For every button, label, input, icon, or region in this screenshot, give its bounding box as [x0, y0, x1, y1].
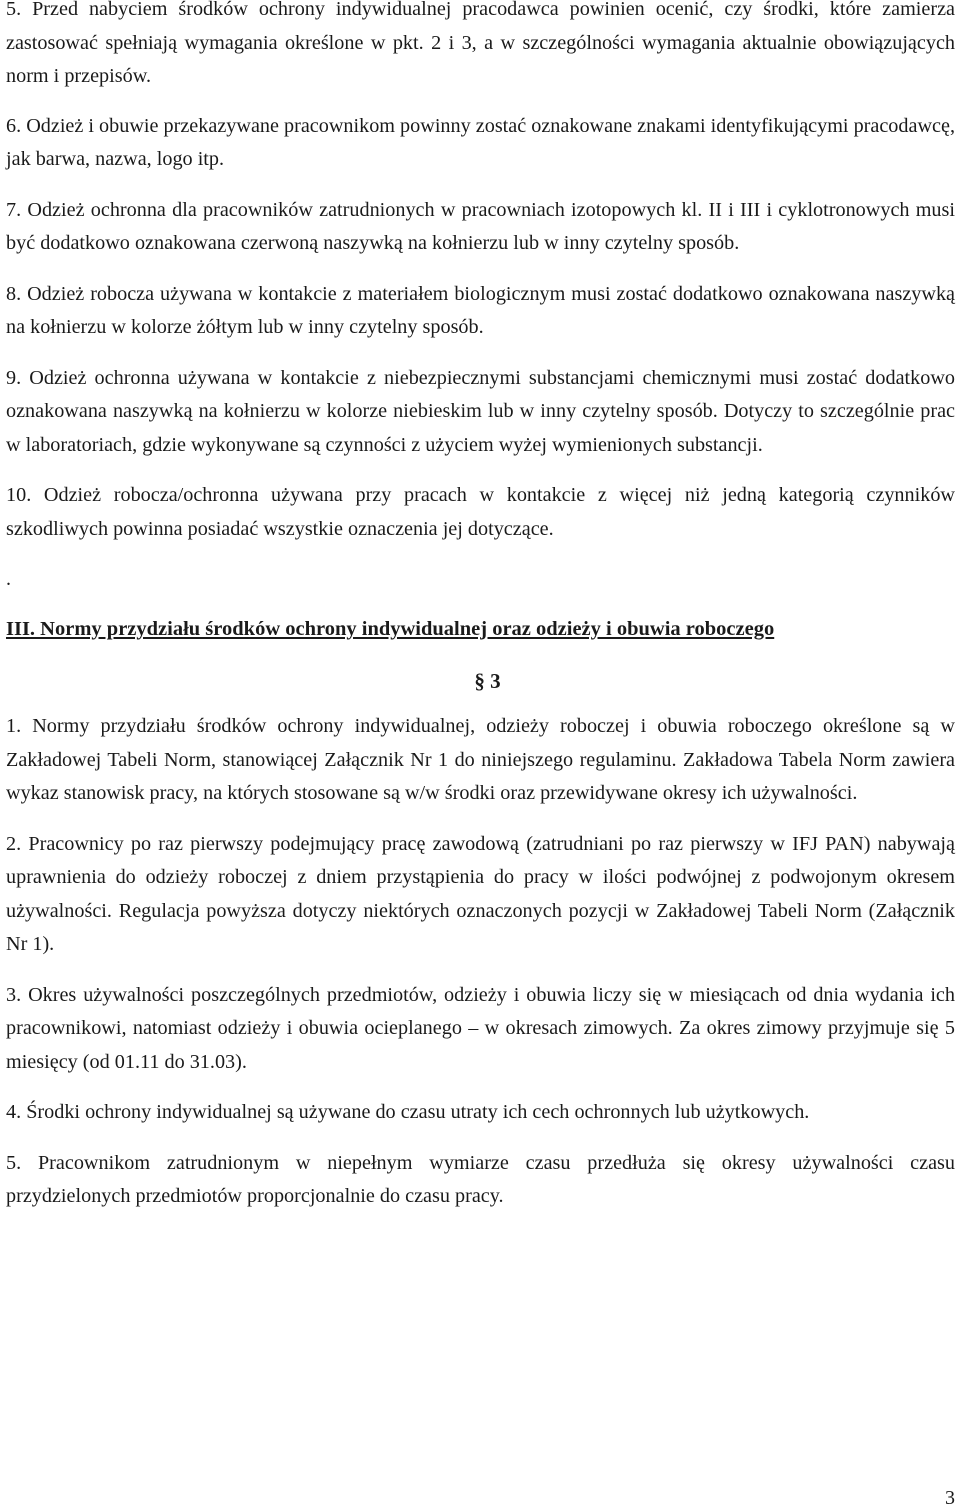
section-paragraph-3: 3. Okres używalności poszczególnych przedmiotów, odzieży i obuwia liczy się w miesiącach od dnia wydania ich pracownikowi, natomiast odzieży i obuwia ocieplanego – w okresach zimowych. Za okres zimowy przyjmuje się 5 miesięcy (od 01.11 do 31.03).	[6, 983, 955, 1073]
page-number: 3	[945, 1487, 955, 1509]
paragraph-9: 9. Odzież ochronna używana w kontakcie z niebezpiecznymi substancjami chemicznymi musi zostać dodatkowo oznakowana naszywką na kołnierzu w kolorze niebieskim lub w inny czytelny sposób. Dotyczy to szczególnie prac w laboratoriach, gdzie wykonywane są czynności z użyciem wyżej wymienionych substancji.	[6, 366, 955, 456]
section-paragraph-2: 2. Pracownicy po raz pierwszy podejmujący pracę zawodową (zatrudniani po raz pierwszy w IFJ PAN) nabywają uprawnienia do odzieży roboczej z dniem przystąpienia do pracy w ilości podwójnej z podwojonym okresem używalności. Regulacja powyższa dotyczy niektórych oznaczonych pozycji w Zakładowej Tabeli Norm (Załącznik Nr 1).	[6, 832, 955, 955]
paragraph-10: 10. Odzież robocza/ochronna używana przy pracach w kontakcie z więcej niż jedną kategorią czynników szkodliwych powinna posiadać wszystkie oznaczenia jej dotyczące.	[6, 484, 955, 540]
document-page	[6, 0, 955, 1214]
section-mark: § 3	[474, 669, 501, 693]
paragraph-8: 8. Odzież robocza używana w kontakcie z materiałem biologicznym musi zostać dodatkowo oznakowana naszywką na kołnierzu w kolorze żółtym lub w inny czytelny sposób.	[6, 282, 955, 338]
stray-dot: .	[6, 568, 11, 590]
paragraph-6: 6. Odzież i obuwie przekazywane pracownikom powinny zostać oznakowane znakami identyfikującymi pracodawcę, jak barwa, nazwa, logo itp.	[6, 114, 955, 170]
section-paragraph-5: 5. Pracownikom zatrudnionym w niepełnym wymiarze czasu przedłuża się okresy używalności czasu przydzielonych przedmiotów proporcjonalnie do czasu pracy.	[6, 1151, 955, 1207]
paragraph-5: 5. Przed nabyciem środków ochrony indywidualnej pracodawca powinien ocenić, czy środki, które zamierza zastosować spełniają wymagania określone w pkt. 2 i 3, a w szczególności wymagania aktualnie obowiązujących norm i przepisów.	[6, 0, 955, 87]
section-heading: III. Normy przydziału środków ochrony indywidualnej oraz odzieży i obuwia roboczego	[6, 618, 775, 640]
section-paragraph-4: 4. Środki ochrony indywidualnej są używane do czasu utraty ich cech ochronnych lub użytkowych.	[6, 1101, 810, 1123]
paragraph-7: 7. Odzież ochronna dla pracowników zatrudnionych w pracowniach izotopowych kl. II i III i cyklotronowych musi być dodatkowo oznakowana czerwoną naszywką na kołnierzu lub w inny czytelny sposób.	[6, 198, 955, 254]
section-paragraph-1: 1. Normy przydziału środków ochrony indywidualnej, odzieży roboczej i obuwia roboczego określone są w Zakładowej Tabeli Norm, stanowiącej Załącznik Nr 1 do niniejszego regulaminu. Zakładowa Tabela Norm zawiera wykaz stanowisk pracy, na których stosowane są w/w środki oraz przewidywane okresy ich używalności.	[6, 715, 955, 804]
